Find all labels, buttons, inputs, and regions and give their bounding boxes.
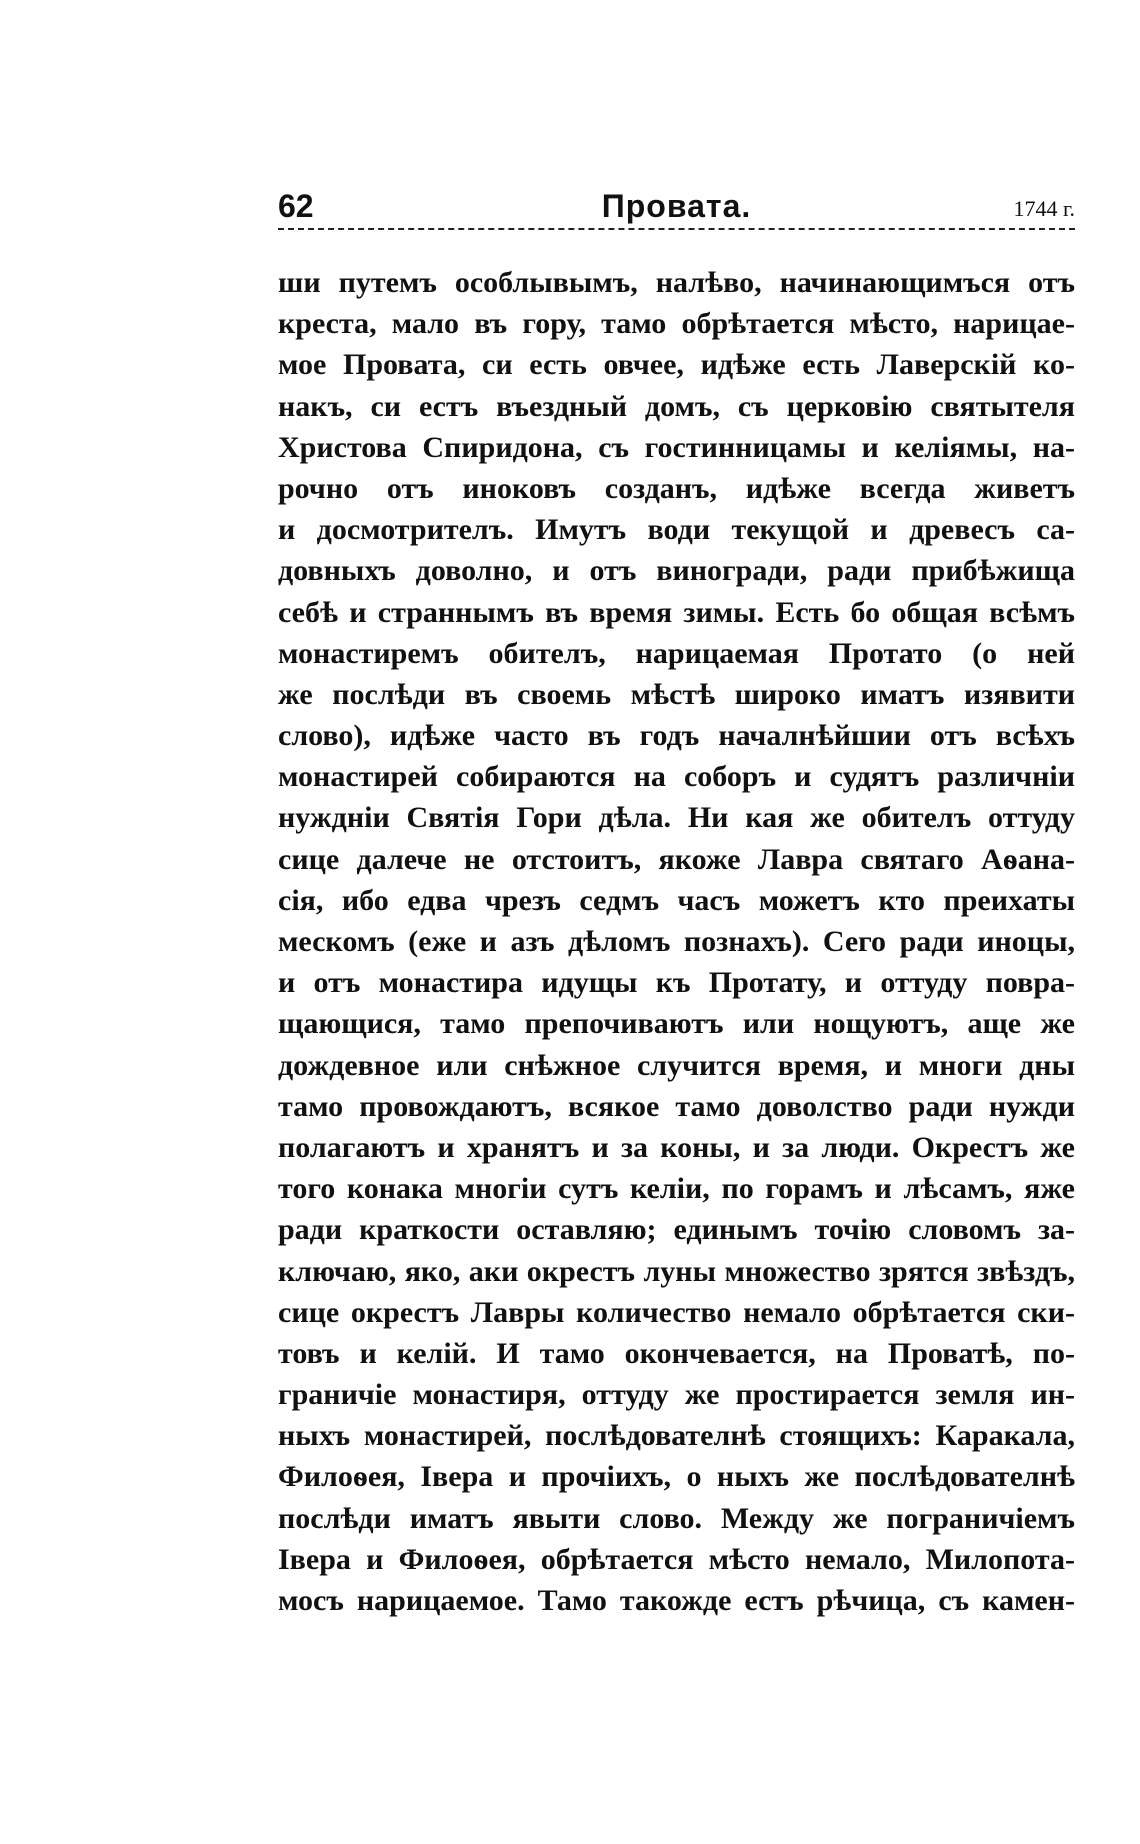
text-line: и отъ монастира идущы къ Протату, и оттуду повра-	[278, 966, 1075, 1000]
text-line: слово), идѣже часто въ годъ началнѣйшии отъ всѣхъ	[278, 719, 1075, 753]
text-line: нуждніи Святія Гори дѣла. Ни кая же обителъ оттуду	[278, 801, 1075, 835]
text-line: ради краткости оставляю; единымъ точію словомъ за-	[278, 1213, 1075, 1247]
text-line: Христова Спиридона, съ гостинницамы и келіямы, на-	[278, 430, 1075, 464]
text-line: сице далече не отстоитъ, якоже Лавра святаго Аѳана-	[278, 842, 1075, 876]
page-number: 62	[278, 188, 314, 224]
text-line: ныхъ монастирей, послѣдователнѣ стоящихъ: Каракала,	[278, 1419, 1075, 1453]
text-line: монастиремъ обителъ, нарицаемая Протато (о ней	[278, 636, 1075, 670]
text-line: мосъ нарицаемое. Тамо такожде естъ рѣчица, съ камен-	[278, 1584, 1075, 1617]
text-line: Івера и Филоѳея, обрѣтается мѣсто немало, Милопота-	[278, 1542, 1075, 1576]
body-text	[278, 262, 1075, 1621]
text-line: полагаютъ и хранятъ и за коны, и за люди. Окрестъ же	[278, 1130, 1075, 1164]
text-line: накъ, си естъ въездный домъ, съ церковію святытеля	[278, 389, 1075, 423]
text-line: же послѣди въ своемь мѣстѣ широко иматъ изявити	[278, 677, 1075, 711]
text-line: рочно отъ иноковъ созданъ, идѣже всегда живетъ	[278, 471, 1075, 505]
running-title: Провата.	[601, 188, 752, 224]
header-rule	[278, 228, 1075, 230]
text-line: креста, мало въ гору, тамо обрѣтается мѣсто, нарицае-	[278, 307, 1075, 341]
text-line: сія, ибо едва чрезъ седмъ часъ можетъ кто преихаты	[278, 883, 1075, 917]
text-line: сице окрестъ Лавры количество немало обрѣтается ски-	[278, 1295, 1075, 1329]
text-line: граничіе монастиря, оттуду же простирается земля ин-	[278, 1378, 1075, 1412]
text-line: Филоѳея, Івера и прочіихъ, о ныхъ же послѣдователнѣ	[278, 1460, 1075, 1494]
text-line: дождевное или снѣжное случится время, и многи дны	[278, 1048, 1075, 1082]
text-line: мое Провата, си есть овчее, идѣже есть Лаверскій ко-	[278, 348, 1075, 382]
text-line: монастирей собираются на соборъ и судятъ различніи	[278, 760, 1075, 794]
text-line: ключаю, яко, аки окрестъ луны множество зрятся звѣздъ,	[278, 1254, 1075, 1288]
text-line: тамо провождаютъ, всякое тамо доволство ради нужди	[278, 1089, 1075, 1123]
text-line: щающися, тамо препочиваютъ или нощуютъ, аще же	[278, 1007, 1075, 1041]
text-line: довныхъ доволно, и отъ виногради, ради прибѣжища	[278, 554, 1075, 588]
text-line: послѣди иматъ явыти слово. Между же пограничіемъ	[278, 1501, 1075, 1535]
text-line: того конака многіи сутъ келіи, по горамъ и лѣсамъ, яже	[278, 1172, 1075, 1206]
text-line: товъ и келій. И тамо окончевается, на Проватѣ, по-	[278, 1336, 1075, 1370]
text-line: мескомъ (еже и азъ дѣломъ познахъ). Сего ради иноцы,	[278, 925, 1075, 958]
text-line: и досмотрителъ. Имутъ води текущой и древесъ са-	[278, 513, 1075, 547]
text-line: себѣ и страннымъ въ время зимы. Есть бо общая всѣмъ	[278, 595, 1075, 629]
text-line: ши путемъ особлывымъ, налѣво, начинающимъся отъ	[278, 266, 1075, 299]
year-marker: 1744 г.	[1013, 196, 1075, 221]
